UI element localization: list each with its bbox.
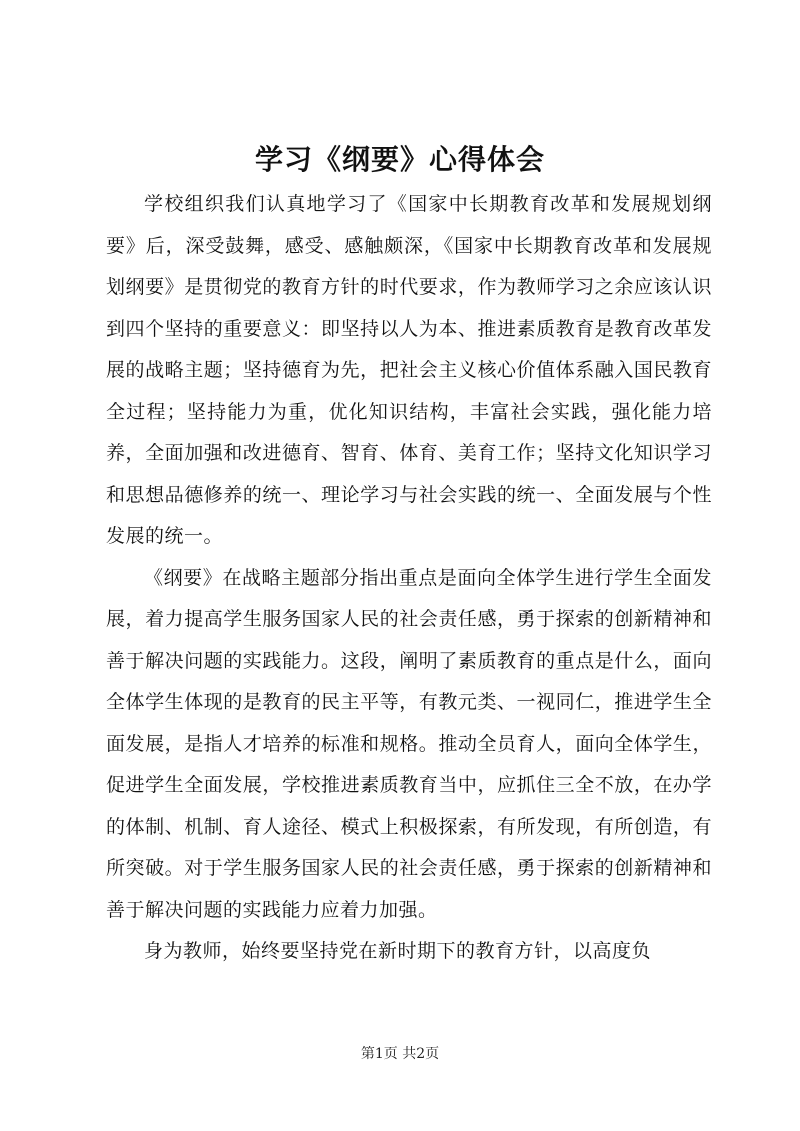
document-body [106, 184, 712, 973]
paragraph-1: 学校组织我们认真地学习了《国家中长期教育改革和发展规划纲要》后，深受鼓舞，感受、感触颇深，《国家中长期教育改革和发展规划纲要》是贯彻党的教育方针的时代要求，作为教师学习之余应该认识到四个坚持的重要意义：即坚持以人为本、推进素质教育是教育改革发展的战略主题；坚持德育为先，把社会主义核心价值体系融入国民教育全过程；坚持能力为重，优化知识结构，丰富社会实践，强化能力培养，全面加强和改进德育、智育、体育、美育工作；坚持文化知识学习和思想品德修养的统一、理论学习与社会实践的统一、全面发展与个性发展的统一。 [106, 193, 712, 547]
page-number-footer: 第1页 共2页 [360, 1046, 440, 1062]
document-title: 学习《纲要》心得体会 [254, 143, 545, 176]
paragraph-2: 《纲要》在战略主题部分指出重点是面向全体学生进行学生全面发展，着力提高学生服务国家人民的社会责任感，勇于探索的创新精神和善于解决问题的实践能力。这段，阐明了素质教育的重点是什么，面向全体学生体现的是教育的民主平等，有教元类、一视同仁，推进学生全面发展，是指人才培养的标准和规格。推动全员育人，面向全体学生，促进学生全面发展，学校推进素质教育当中，应抓住三全不放，在办学的体制、机制、育人途径、模式上积极探索，有所发现，有所创造，有所突破。对于学生服务国家人民的社会责任感，勇于探索的创新精神和善于解决问题的实践能力应着力加强。 [106, 566, 712, 921]
paragraph-3: 身为教师，始终要坚持党在新时期下的教育方针，以高度负 [144, 940, 652, 962]
